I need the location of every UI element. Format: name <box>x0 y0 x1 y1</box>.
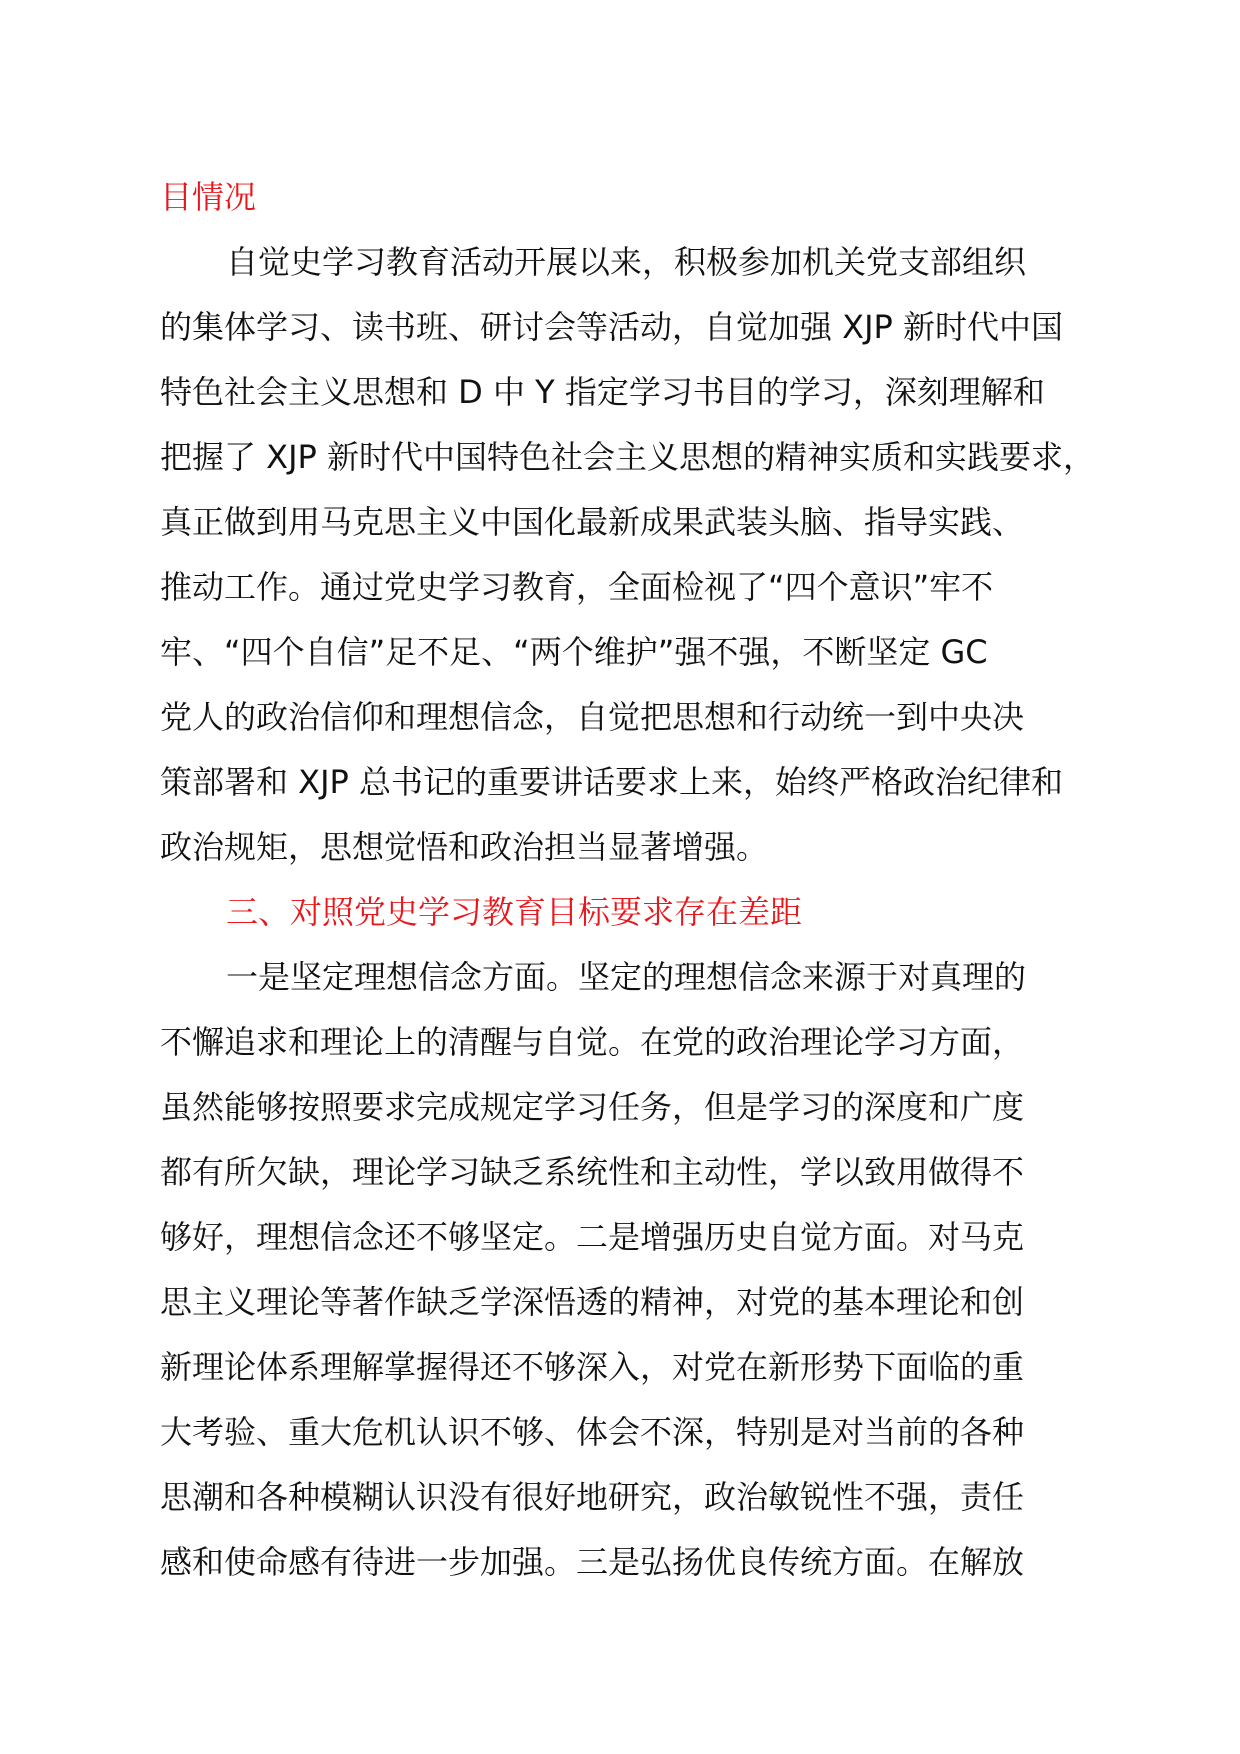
paragraph-line: 够好，理想信念还不够坚定。二是增强历史自觉方面。对马克 <box>160 1218 1025 1256</box>
section-heading: 三、对照党史学习教育目标要求存在差距 <box>226 893 803 931</box>
paragraph-line: 一是坚定理想信念方面。坚定的理想信念来源于对真理的 <box>226 958 1027 996</box>
paragraph-line: 自觉史学习教育活动开展以来，积极参加机关党支部组织 <box>226 243 1027 281</box>
paragraph-line: 党人的政治信仰和理想信念，自觉把思想和行动统一到中央决 <box>160 698 1025 736</box>
paragraph-line: 策部署和 XJP 总书记的重要讲话要求上来，始终严格政治纪律和 <box>160 763 1064 801</box>
paragraph-line: 牢、“四个自信”足不足、“两个维护”强不强，不断坚定 GC <box>160 633 988 671</box>
paragraph-line: 的集体学习、读书班、研讨会等活动，自觉加强 XJP 新时代中国 <box>160 308 1064 346</box>
paragraph-line: 都有所欠缺，理论学习缺乏系统性和主动性，学以致用做得不 <box>160 1153 1025 1191</box>
paragraph-line: 不懈追求和理论上的清醒与自觉。在党的政治理论学习方面， <box>160 1023 1025 1061</box>
paragraph-line: 推动工作。通过党史学习教育，全面检视了“四个意识”牢不 <box>160 568 994 606</box>
document-page <box>160 165 1120 1595</box>
paragraph-line: 感和使命感有待进一步加强。三是弘扬优良传统方面。在解放 <box>160 1543 1025 1581</box>
paragraph-line: 政治规矩，思想觉悟和政治担当显著增强。 <box>160 828 769 866</box>
paragraph-line: 把握了 XJP 新时代中国特色社会主义思想的精神实质和实践要求， <box>160 438 1096 476</box>
paragraph-line: 思主义理论等著作缺乏学深悟透的精神，对党的基本理论和创 <box>160 1283 1025 1321</box>
heading-continuation: 目情况 <box>160 178 257 216</box>
paragraph-line: 特色社会主义思想和 D 中 Y 指定学习书目的学习，深刻理解和 <box>160 373 1045 411</box>
paragraph-line: 真正做到用马克思主义中国化最新成果武装头脑、指导实践、 <box>160 503 1025 541</box>
paragraph-line: 虽然能够按照要求完成规定学习任务，但是学习的深度和广度 <box>160 1088 1025 1126</box>
paragraph-line: 大考验、重大危机认识不够、体会不深，特别是对当前的各种 <box>160 1413 1025 1451</box>
paragraph-line: 新理论体系理解掌握得还不够深入，对党在新形势下面临的重 <box>160 1348 1025 1386</box>
paragraph-line: 思潮和各种模糊认识没有很好地研究，政治敏锐性不强，责任 <box>160 1478 1025 1516</box>
